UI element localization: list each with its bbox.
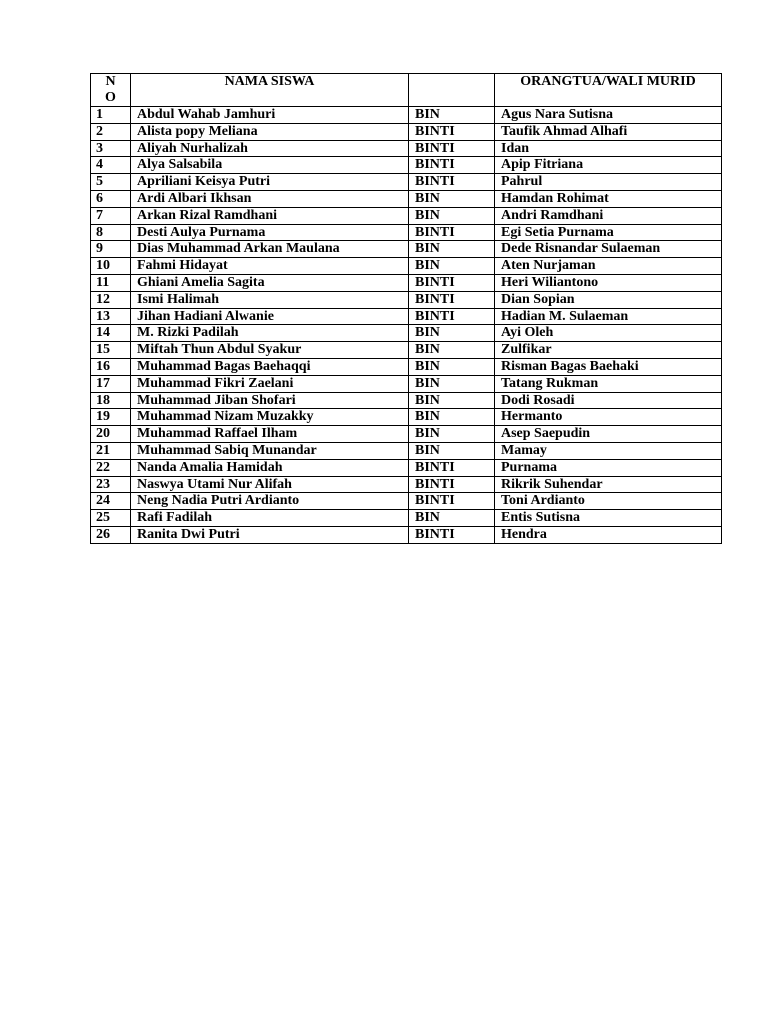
cell-parent-name: Hendra (495, 526, 722, 543)
cell-no: 13 (91, 308, 131, 325)
cell-student-name: Muhammad Sabiq Munandar (131, 442, 409, 459)
cell-student-name: Ghiani Amelia Sagita (131, 274, 409, 291)
cell-relation: BIN (409, 241, 495, 258)
cell-parent-name: Apip Fitriana (495, 157, 722, 174)
cell-no: 10 (91, 258, 131, 275)
cell-student-name: Jihan Hadiani Alwanie (131, 308, 409, 325)
cell-parent-name: Ayi Oleh (495, 325, 722, 342)
table-row (91, 291, 722, 308)
table-row (91, 342, 722, 359)
cell-relation: BINTI (409, 174, 495, 191)
cell-parent-name: Taufik Ahmad Alhafi (495, 123, 722, 140)
cell-relation: BINTI (409, 140, 495, 157)
cell-relation: BINTI (409, 526, 495, 543)
header-student-name: NAMA SISWA (131, 74, 409, 107)
cell-parent-name: Dodi Rosadi (495, 392, 722, 409)
cell-relation: BINTI (409, 493, 495, 510)
cell-no: 9 (91, 241, 131, 258)
cell-parent-name: Tatang Rukman (495, 375, 722, 392)
cell-student-name: Muhammad Raffael Ilham (131, 426, 409, 443)
cell-relation: BIN (409, 207, 495, 224)
cell-no: 22 (91, 459, 131, 476)
cell-relation: BINTI (409, 291, 495, 308)
cell-parent-name: Mamay (495, 442, 722, 459)
table-row (91, 207, 722, 224)
cell-parent-name: Rikrik Suhendar (495, 476, 722, 493)
cell-relation: BIN (409, 510, 495, 527)
cell-student-name: Muhammad Fikri Zaelani (131, 375, 409, 392)
cell-parent-name: Andri Ramdhani (495, 207, 722, 224)
cell-relation: BINTI (409, 157, 495, 174)
table-row (91, 258, 722, 275)
cell-no: 18 (91, 392, 131, 409)
cell-student-name: Abdul Wahab Jamhuri (131, 107, 409, 124)
table-row (91, 493, 722, 510)
cell-student-name: Nanda Amalia Hamidah (131, 459, 409, 476)
cell-no: 26 (91, 526, 131, 543)
cell-student-name: Apriliani Keisya Putri (131, 174, 409, 191)
cell-student-name: Ismi Halimah (131, 291, 409, 308)
header-no (91, 74, 131, 107)
table-row (91, 107, 722, 124)
table-row (91, 526, 722, 543)
cell-student-name: Miftah Thun Abdul Syakur (131, 342, 409, 359)
cell-no: 7 (91, 207, 131, 224)
cell-relation: BIN (409, 107, 495, 124)
cell-no: 6 (91, 190, 131, 207)
table-row (91, 140, 722, 157)
cell-student-name: Ranita Dwi Putri (131, 526, 409, 543)
cell-parent-name: Asep Saepudin (495, 426, 722, 443)
cell-relation: BIN (409, 342, 495, 359)
cell-no: 15 (91, 342, 131, 359)
table-row (91, 174, 722, 191)
table-row (91, 123, 722, 140)
cell-parent-name: Egi Setia Purnama (495, 224, 722, 241)
table-row (91, 157, 722, 174)
student-parent-table (90, 73, 722, 544)
cell-parent-name: Pahrul (495, 174, 722, 191)
cell-relation: BIN (409, 190, 495, 207)
table-row (91, 510, 722, 527)
cell-no: 3 (91, 140, 131, 157)
cell-no: 8 (91, 224, 131, 241)
table-row (91, 409, 722, 426)
cell-student-name: M. Rizki Padilah (131, 325, 409, 342)
table-row (91, 308, 722, 325)
cell-relation: BINTI (409, 224, 495, 241)
cell-relation: BINTI (409, 274, 495, 291)
cell-parent-name: Aten Nurjaman (495, 258, 722, 275)
cell-relation: BINTI (409, 459, 495, 476)
table-row (91, 476, 722, 493)
cell-relation: BINTI (409, 476, 495, 493)
cell-relation: BIN (409, 426, 495, 443)
cell-student-name: Muhammad Nizam Muzakky (131, 409, 409, 426)
cell-relation: BIN (409, 392, 495, 409)
table-row (91, 442, 722, 459)
cell-student-name: Alya Salsabila (131, 157, 409, 174)
cell-student-name: Alista popy Meliana (131, 123, 409, 140)
table-row (91, 392, 722, 409)
header-parent-name: ORANGTUA/WALI MURID (495, 74, 722, 107)
cell-no: 4 (91, 157, 131, 174)
cell-student-name: Fahmi Hidayat (131, 258, 409, 275)
cell-relation: BIN (409, 325, 495, 342)
cell-parent-name: Dede Risnandar Sulaeman (495, 241, 722, 258)
cell-parent-name: Toni Ardianto (495, 493, 722, 510)
cell-student-name: Muhammad Jiban Shofari (131, 392, 409, 409)
cell-parent-name: Dian Sopian (495, 291, 722, 308)
cell-relation: BIN (409, 375, 495, 392)
cell-parent-name: Risman Bagas Baehaki (495, 358, 722, 375)
cell-no: 17 (91, 375, 131, 392)
cell-parent-name: Idan (495, 140, 722, 157)
table-row (91, 358, 722, 375)
cell-no: 1 (91, 107, 131, 124)
cell-student-name: Desti Aulya Purnama (131, 224, 409, 241)
cell-student-name: Dias Muhammad Arkan Maulana (131, 241, 409, 258)
cell-parent-name: Agus Nara Sutisna (495, 107, 722, 124)
header-row (91, 74, 722, 107)
cell-student-name: Naswya Utami Nur Alifah (131, 476, 409, 493)
cell-relation: BIN (409, 358, 495, 375)
cell-student-name: Muhammad Bagas Baehaqqi (131, 358, 409, 375)
table-header (91, 74, 722, 107)
table-row (91, 459, 722, 476)
cell-relation: BINTI (409, 123, 495, 140)
cell-no: 25 (91, 510, 131, 527)
cell-no: 19 (91, 409, 131, 426)
cell-no: 2 (91, 123, 131, 140)
table-row (91, 375, 722, 392)
cell-student-name: Aliyah Nurhalizah (131, 140, 409, 157)
cell-relation: BIN (409, 442, 495, 459)
cell-parent-name: Entis Sutisna (495, 510, 722, 527)
cell-parent-name: Hadian M. Sulaeman (495, 308, 722, 325)
cell-student-name: Rafi Fadilah (131, 510, 409, 527)
cell-no: 5 (91, 174, 131, 191)
header-relation (409, 74, 495, 107)
cell-parent-name: Zulfikar (495, 342, 722, 359)
table-row (91, 224, 722, 241)
cell-no: 11 (91, 274, 131, 291)
student-table-sheet (90, 73, 722, 544)
cell-parent-name: Hamdan Rohimat (495, 190, 722, 207)
cell-no: 20 (91, 426, 131, 443)
cell-student-name: Ardi Albari Ikhsan (131, 190, 409, 207)
cell-relation: BIN (409, 409, 495, 426)
cell-no: 23 (91, 476, 131, 493)
cell-parent-name: Hermanto (495, 409, 722, 426)
cell-parent-name: Purnama (495, 459, 722, 476)
table-row (91, 325, 722, 342)
cell-no: 24 (91, 493, 131, 510)
cell-student-name: Arkan Rizal Ramdhani (131, 207, 409, 224)
cell-no: 21 (91, 442, 131, 459)
header-no-line-1: N (105, 74, 116, 89)
cell-no: 12 (91, 291, 131, 308)
table-row (91, 426, 722, 443)
table-row (91, 274, 722, 291)
table-body (91, 107, 722, 544)
cell-parent-name: Heri Wiliantono (495, 274, 722, 291)
cell-student-name: Neng Nadia Putri Ardianto (131, 493, 409, 510)
table-row (91, 190, 722, 207)
cell-relation: BIN (409, 258, 495, 275)
header-no-line-2: O (105, 90, 116, 105)
cell-no: 16 (91, 358, 131, 375)
cell-no: 14 (91, 325, 131, 342)
table-row (91, 241, 722, 258)
cell-relation: BINTI (409, 308, 495, 325)
